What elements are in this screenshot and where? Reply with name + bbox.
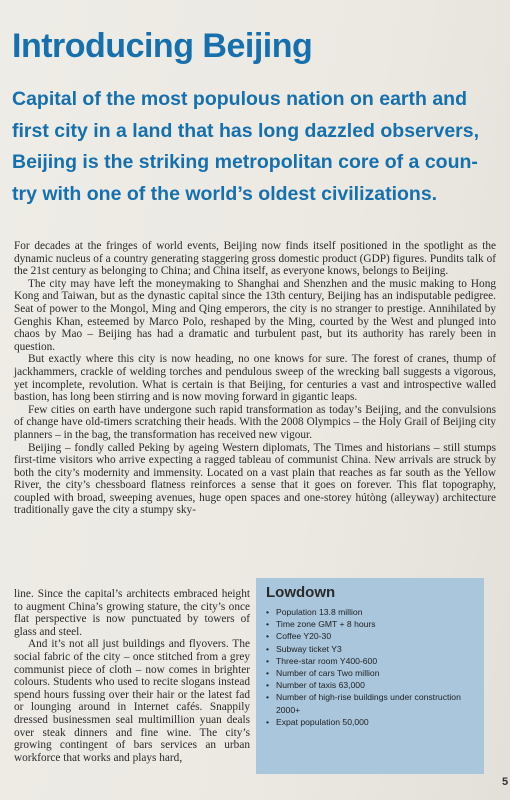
page-number: 5 [502,776,509,788]
lowdown-item: • Time zone GMT + 8 hours [266,619,376,630]
lowdown-item: • Subway ticket Y3 [266,643,342,654]
paragraph: But exactly where this city is now heading, no one knows for sure. The forest of cranes, thump of jackhammers, crackle of welding torches and pendulous sweep of the wrecking ball suggests a vigorous, yet incomplete, revolution. What is certain is that Beijing, for centuries a vast and introspective walled bastion, has long been stirring and is now moving forward in gigantic leaps. [14,353,496,404]
paragraph: Few cities on earth have undergone such rapid transformation as today’s Beijing, and the convulsions of change have old-timers scratching their heads. With the 2008 Olympics – the Holy Grail of Beijing city planners – in the bag, the transformation has received new vigour. [14,403,496,441]
lowdown-item: • Population 13.8 million [266,607,363,617]
bullet-icon: • [266,680,270,691]
lowdown-list [266,606,478,728]
bullet-icon: • [266,716,270,727]
lowdown-item: • Expat population 50,000 [266,716,369,727]
lowdown-item: • Number of high-rise buildings under construction 2000+ [266,692,461,715]
lowdown-box [256,578,484,774]
lowdown-item: • Number of taxis 63,000 [266,680,365,691]
paragraph: Beijing – fondly called Peking by ageing Western diplomats, The Times and historians – still stumps first-time visitors who arrive expecting a ragged tableau of communist China. New arrivals are struck by both the city’s modernity and immensity. Located on a vast plain that reaches as far south as the Yellow River, the city’s chessboard flatness reinforces a sense that it goes on forever. This flat topography, coupled with broad, sweeping avenues, huge open spaces and one-storey hútòng (alleyway) architecture traditionally gave the city a stumpy sky- [14,441,496,517]
paragraph: And it’s not all just buildings and flyovers. The social fabric of the city – once stitched from a grey communist piece of cloth – now comes in brighter colours. Students who used to recite slogans instead spend hours fussing over their hair or the latest fad or lounging around in Internet cafés. Snappily dressed businessmen seal multimillion yuan deals over steak dinners and fine wine. The city’s growing contingent of bars services an urban workforce that works and plays hard, [14,638,250,764]
lowdown-title: Lowdown [266,584,336,601]
bullet-icon: • [266,619,270,630]
intro-heading [12,84,502,210]
paragraph: For decades at the fringes of world events, Beijing now finds itself positioned in the spotlight as the dynamic nucleus of a country generating staggering gross domestic product (GDP) figures. Pundits talk of the 21st century as belonging to China; and China itself, as everyone knows, belongs to Beijing. [14,240,496,278]
paragraph: The city may have left the moneymaking to Shanghai and Shenzhen and the music making to Hong Kong and Taiwan, but as the dynastic capital since the 13th century, Beijing has an indisputable pedigree. Seat of power to the Mongol, Ming and Qing emperors, the city is no stranger to prestige. Annihilated by Genghis Khan, esteemed by Marco Polo, reshaped by the Ming, courted by the West and plunged into chaos by Mao – Beijing has had a dramatic and turbulent past, but its authority has rarely been in question. [14,277,496,353]
lowdown-item: • Number of cars Two million [266,668,380,679]
body-text-column [14,588,250,764]
intro-line: Beijing is the striking metropolitan core of a coun- [12,151,478,173]
bullet-icon: • [266,668,270,679]
bullet-icon: • [266,655,270,666]
lowdown-item: • Three-star room Y400-600 [266,655,378,666]
intro-line: Capital of the most populous nation on earth and [12,88,467,110]
body-text [14,240,496,517]
paragraph: line. Since the capital’s architects embraced height to augment China’s growing stature, the city’s once flat perspective is now punctuated by towers of glass and steel. [14,588,250,638]
bullet-icon: • [266,631,270,642]
intro-line: first city in a land that has long dazzled observers, [12,119,480,142]
intro-line: try with one of the world’s oldest civilizations. [12,182,438,205]
lowdown-item: • Coffee Y20-30 [266,631,332,642]
bullet-icon: • [266,643,270,654]
bullet-icon: • [266,692,270,703]
bullet-icon: • [266,607,270,617]
page-title: Introducing Beijing [12,26,313,65]
